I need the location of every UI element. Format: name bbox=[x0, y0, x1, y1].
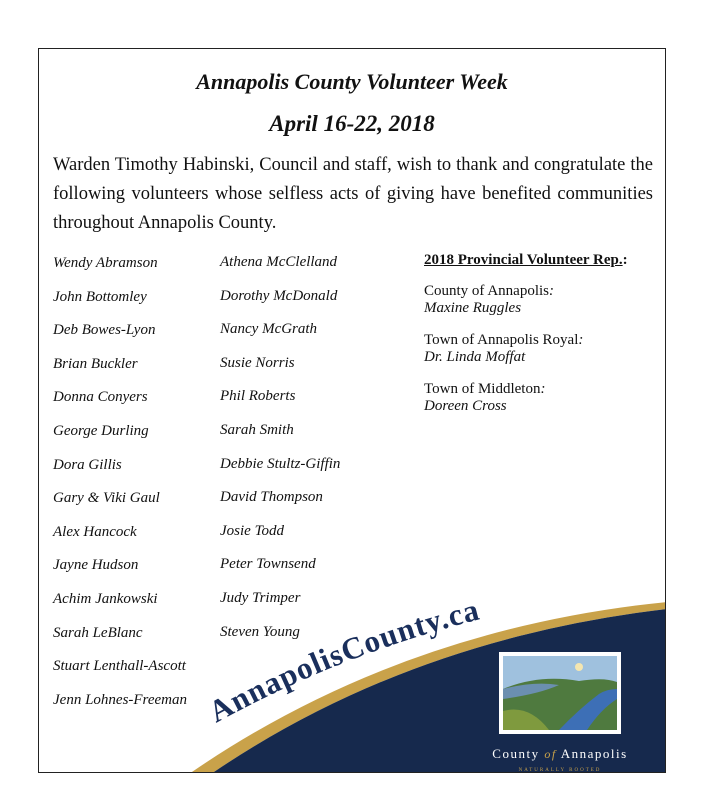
rep-town: County of Annapolis bbox=[424, 283, 550, 299]
website-text[interactable]: AnnapolisCounty.ca bbox=[202, 591, 484, 730]
rep-town: Town of Annapolis Royal bbox=[424, 332, 579, 348]
volunteer-name: Debbie Stultz-Giffin bbox=[220, 455, 341, 472]
rep-town: Town of Middleton bbox=[424, 381, 541, 397]
rep-name: Dr. Linda Moffat bbox=[424, 349, 526, 365]
volunteer-name: Susie Norris bbox=[220, 354, 295, 371]
event-dates: April 16-22, 2018 bbox=[269, 111, 435, 136]
intro-paragraph: Warden Timothy Habinski, Council and staff, wish to thank and congratulate the following volunteers whose selfless acts of giving have benefited communities throughout Annapolis County. bbox=[53, 155, 653, 233]
volunteer-name: Josie Todd bbox=[220, 522, 285, 539]
volunteer-name: Jenn Lohnes-Freeman bbox=[53, 691, 187, 708]
volunteer-name: Brian Buckler bbox=[53, 355, 138, 372]
volunteer-list-col2 bbox=[220, 254, 340, 657]
volunteer-name: Jayne Hudson bbox=[53, 557, 139, 574]
notice-frame bbox=[38, 48, 666, 773]
volunteer-name: Judy Trimper bbox=[220, 589, 301, 606]
volunteer-name: George Durling bbox=[53, 422, 149, 439]
rep-name: Doreen Cross bbox=[424, 398, 507, 414]
rep-group-county: County of Annapolis: Maxine Ruggles bbox=[424, 283, 628, 317]
volunteer-name: Gary & Viki Gaul bbox=[53, 490, 160, 507]
county-logo-name: County of Annapolis bbox=[492, 746, 628, 761]
volunteer-name: John Bottomley bbox=[53, 288, 147, 305]
volunteer-name: Phil Roberts bbox=[220, 388, 296, 405]
volunteer-name: Nancy McGrath bbox=[220, 321, 318, 338]
page-title: Annapolis County Volunteer Week bbox=[196, 69, 508, 94]
volunteer-name: Dorothy McDonald bbox=[220, 287, 338, 304]
volunteer-name: Wendy Abramson bbox=[53, 255, 158, 271]
volunteer-name: Peter Townsend bbox=[220, 556, 316, 573]
volunteer-name: Alex Hancock bbox=[53, 523, 137, 540]
volunteer-name: David Thompson bbox=[220, 489, 323, 506]
volunteer-name: Deb Bowes-Lyon bbox=[53, 322, 156, 339]
volunteer-name: Stuart Lenthall-Ascott bbox=[53, 658, 186, 675]
volunteer-name: Achim Jankowski bbox=[53, 590, 158, 607]
rep-group-middleton: Town of Middleton: Doreen Cross bbox=[424, 381, 628, 415]
provincial-reps-heading: 2018 Provincial Volunteer Rep.: bbox=[424, 252, 628, 268]
provincial-reps bbox=[424, 252, 628, 430]
county-landscape-logo bbox=[499, 652, 621, 734]
rep-name: Maxine Ruggles bbox=[424, 300, 522, 316]
volunteer-name: Sarah Smith bbox=[220, 421, 294, 438]
volunteer-name: Athena McClelland bbox=[220, 254, 338, 270]
rep-group-annapolis-royal: Town of Annapolis Royal: Dr. Linda Moffat bbox=[424, 332, 628, 366]
volunteer-list-col1 bbox=[53, 255, 187, 725]
volunteer-name: Donna Conyers bbox=[53, 389, 148, 406]
volunteer-name: Dora Gillis bbox=[53, 456, 122, 473]
county-tagline: NATURALLY ROOTED bbox=[518, 768, 602, 773]
volunteer-name: Steven Young bbox=[220, 623, 300, 640]
volunteer-name: Sarah LeBlanc bbox=[53, 624, 143, 641]
